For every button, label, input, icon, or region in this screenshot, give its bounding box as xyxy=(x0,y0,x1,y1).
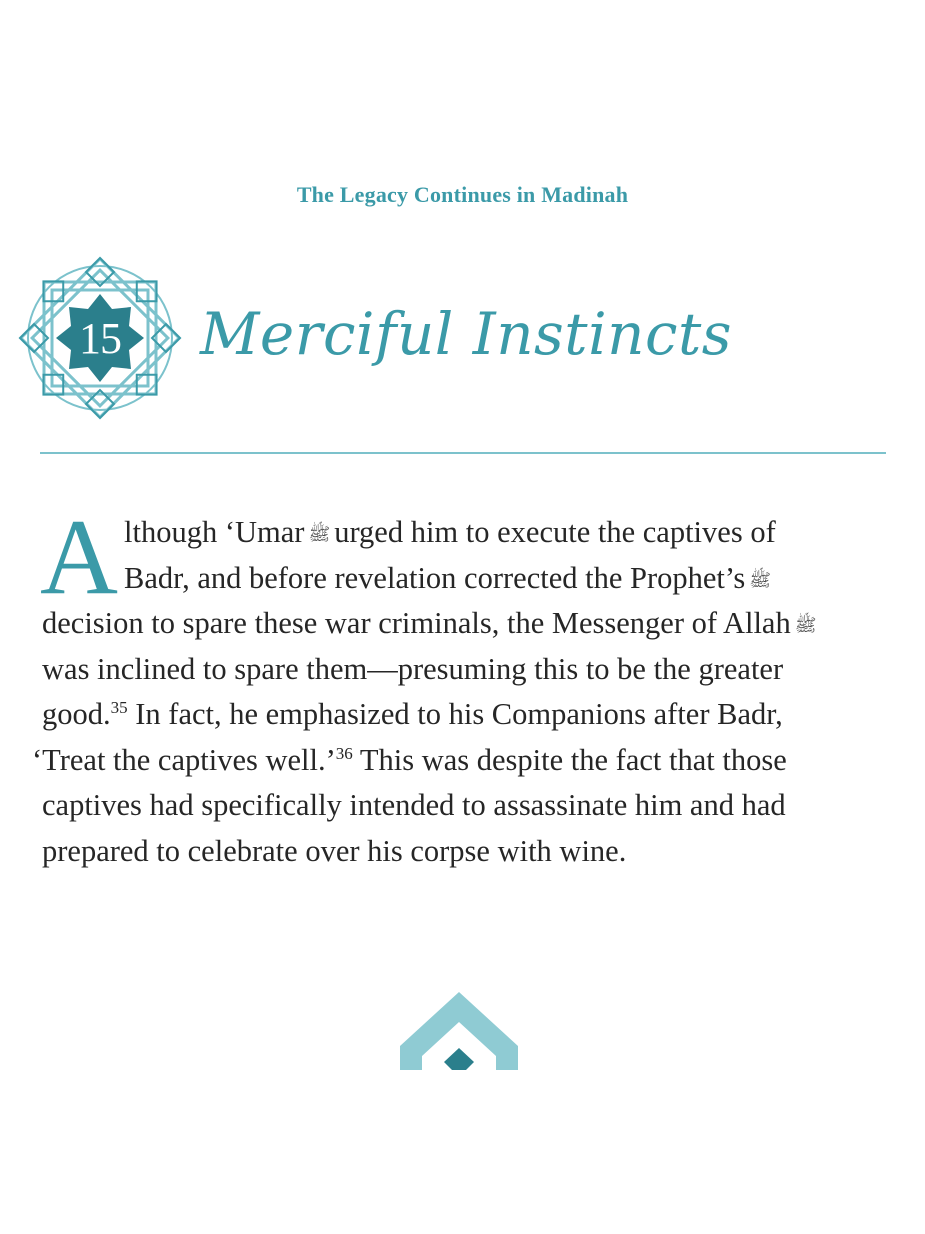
line-text: captives had specifically intended to assassinate him and had xyxy=(42,788,786,822)
paragraph-line xyxy=(32,738,872,784)
honorific-salallahu-icon: ﷺ xyxy=(794,615,817,636)
running-head: The Legacy Continues in Madinah xyxy=(296,182,629,207)
body-paragraph xyxy=(32,498,872,874)
line-text: This was despite the fact that those xyxy=(352,742,787,777)
line-text: decision to spare these war criminals, the Messenger of Allah xyxy=(42,606,791,640)
line-text: good. xyxy=(42,697,111,731)
honorific-salallahu-icon: ﷺ xyxy=(749,569,771,591)
paragraph-line xyxy=(42,556,872,602)
footnote-ref-36[interactable]: 36 xyxy=(335,743,353,763)
line-text: lthough ‘Umar xyxy=(124,515,305,549)
paragraph-line xyxy=(42,829,872,875)
paragraph-line xyxy=(42,692,872,738)
section-end-ornament-icon xyxy=(398,990,520,1070)
line-text: ‘Treat the captives well.’ xyxy=(32,742,336,777)
line-text: was inclined to spare them—presuming this to be the greater xyxy=(42,651,784,686)
paragraph-line xyxy=(42,601,872,647)
footnote-ref-35[interactable]: 35 xyxy=(110,697,128,717)
paragraph-line xyxy=(42,647,872,693)
drop-cap: A xyxy=(40,498,118,617)
line-text: Badr, and before revelation corrected the Prophet’s xyxy=(124,560,746,595)
honorific-radiallahu-icon: ﷺ xyxy=(308,524,331,545)
line-text: In fact, he emphasized to his Companions after Badr, xyxy=(127,697,783,731)
line-text: urged him to execute the captives of xyxy=(334,515,776,549)
divider xyxy=(40,452,886,454)
chapter-title: Merciful Instincts xyxy=(200,300,733,368)
paragraph-line xyxy=(42,510,872,556)
chapter-number: 15 xyxy=(79,313,121,363)
paragraph-line xyxy=(42,783,872,829)
line-text: prepared to celebrate over his corpse with wine. xyxy=(42,833,627,868)
